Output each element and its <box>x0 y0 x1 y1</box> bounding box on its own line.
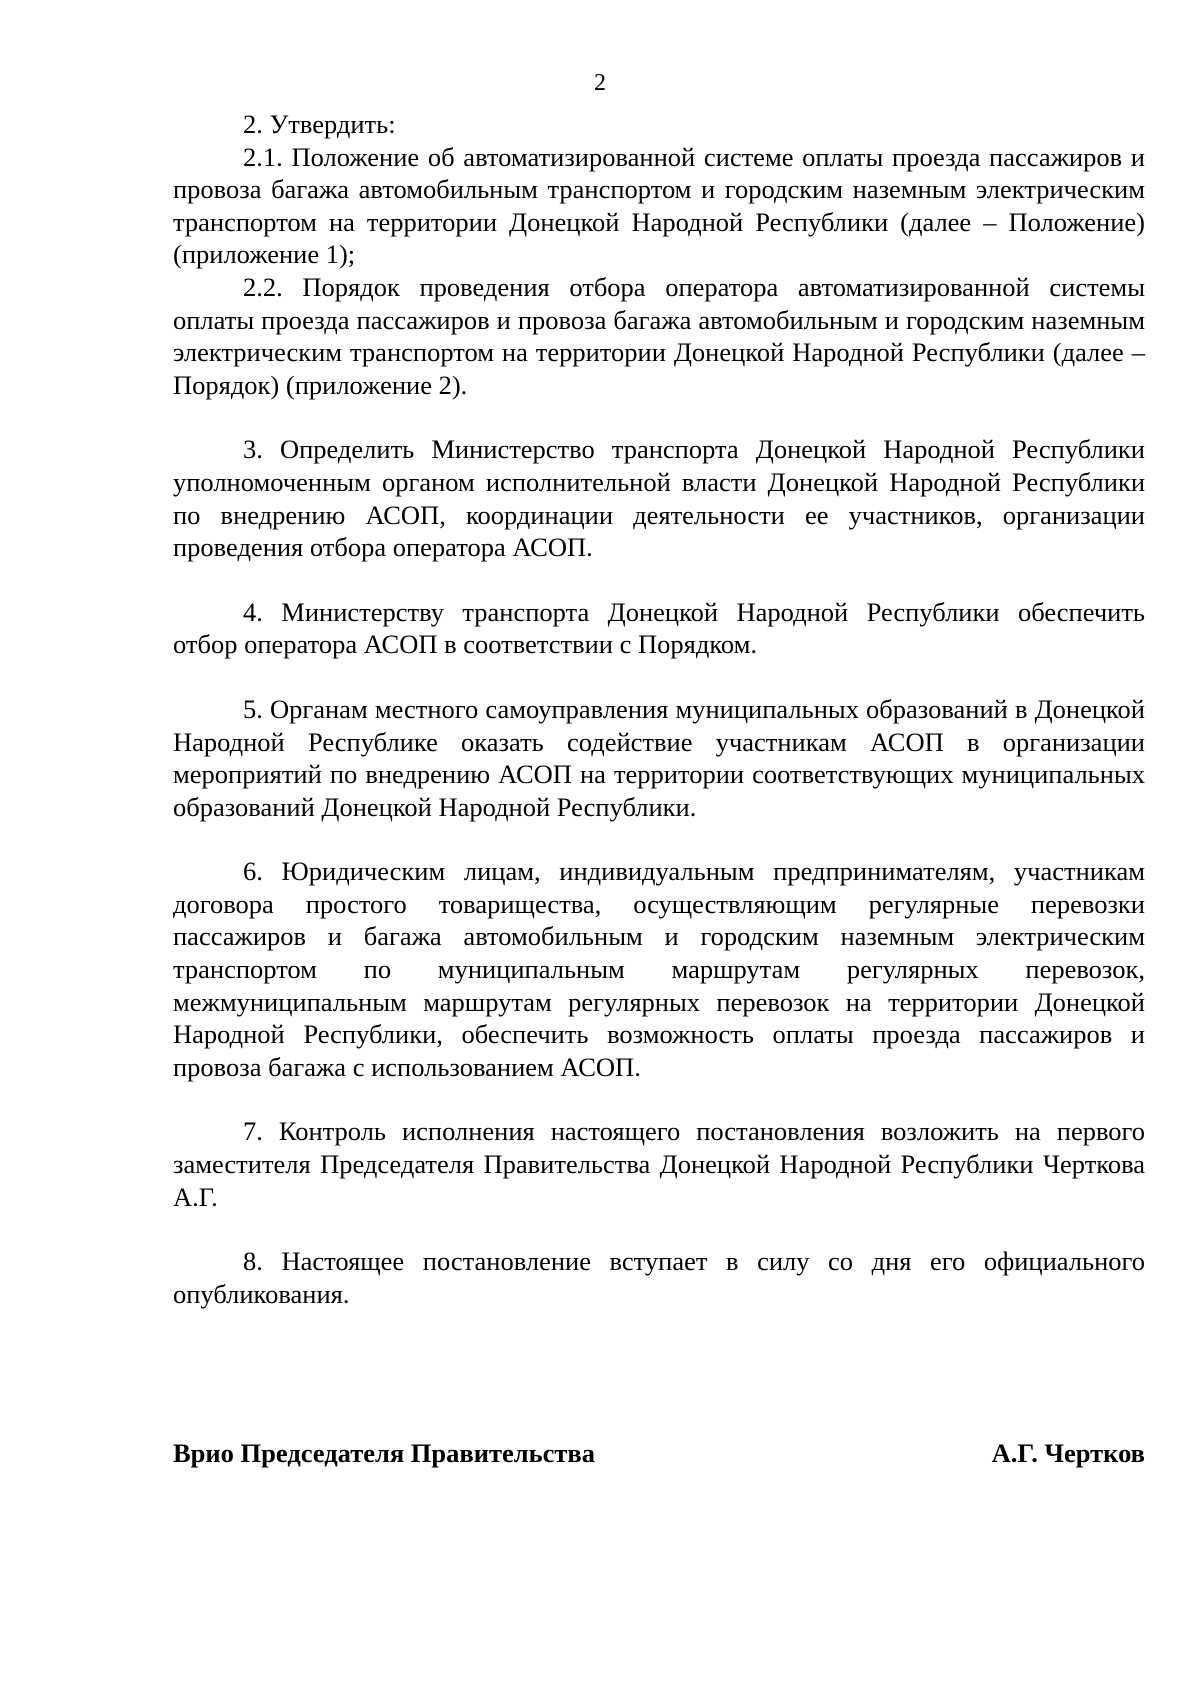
document-body <box>173 108 1145 1310</box>
signature-position: Врио Председателя Правительства <box>173 1438 595 1468</box>
paragraph-ministry-selection: 4. Министерству транспорта Донецкой Народной Республики обеспечить отбор оператора АСОП в соответствии с Порядком. <box>173 596 1145 660</box>
paragraph-control: 7. Контроль исполнения настоящего постановления возложить на первого заместителя Председателя Правительства Донецкой Народной Республики Черткова А.Г. <box>173 1116 1145 1212</box>
signature-block <box>173 1437 1145 1469</box>
signature-name: А.Г. Чертков <box>991 1438 1145 1468</box>
paragraph-approve-regulation: 2.1. Положение об автоматизированной системе оплаты проезда пассажиров и провоза багажа автомобильным транспортом и городским наземным электрическим транспортом на территории Донецкой Народной Республики (далее – Положение) (приложение 1); <box>173 141 1145 270</box>
page-number: 2 <box>594 70 606 96</box>
paragraph-carriers: 6. Юридическим лицам, индивидуальным предпринимателям, участникам договора простого товарищества, осуществляющим регулярные перевозки пассажиров и багажа автомобильным и городским наземным электрическим транспортом по муниципальным маршрутам регулярных перевозок, межмуниципальным маршрутам регулярных перевозок на территории Донецкой Народной Республики, обеспечить возможность оплаты проезда пассажиров и провоза багажа с использованием АСОП. <box>173 856 1145 1082</box>
paragraph-entry-into-force: 8. Настоящее постановление вступает в силу со дня его официального опубликования. <box>173 1246 1145 1309</box>
paragraph-local-authorities: 5. Органам местного самоуправления муниципальных образований в Донецкой Народной Республике оказать содействие участникам АСОП в организации мероприятий по внедрению АСОП на территории соответствующих муниципальных образований Донецкой Народной Республики. <box>173 693 1145 822</box>
paragraph-approve: 2. Утвердить: <box>243 109 396 139</box>
paragraph-approve-procedure: 2.2. Порядок проведения отбора оператора автоматизированной системы оплаты проезда пассажиров и провоза багажа автомобильным и городским наземным электрическим транспортом на территории Донецкой Народной Республики (далее – Порядок) (приложение 2). <box>173 271 1145 400</box>
paragraph-determine-ministry: 3. Определить Министерство транспорта Донецкой Народной Республики уполномоченным органом исполнительной власти Донецкой Народной Республики по внедрению АСОП, координации деятельности ее участников, организации проведения отбора оператора АСОП. <box>173 434 1145 563</box>
